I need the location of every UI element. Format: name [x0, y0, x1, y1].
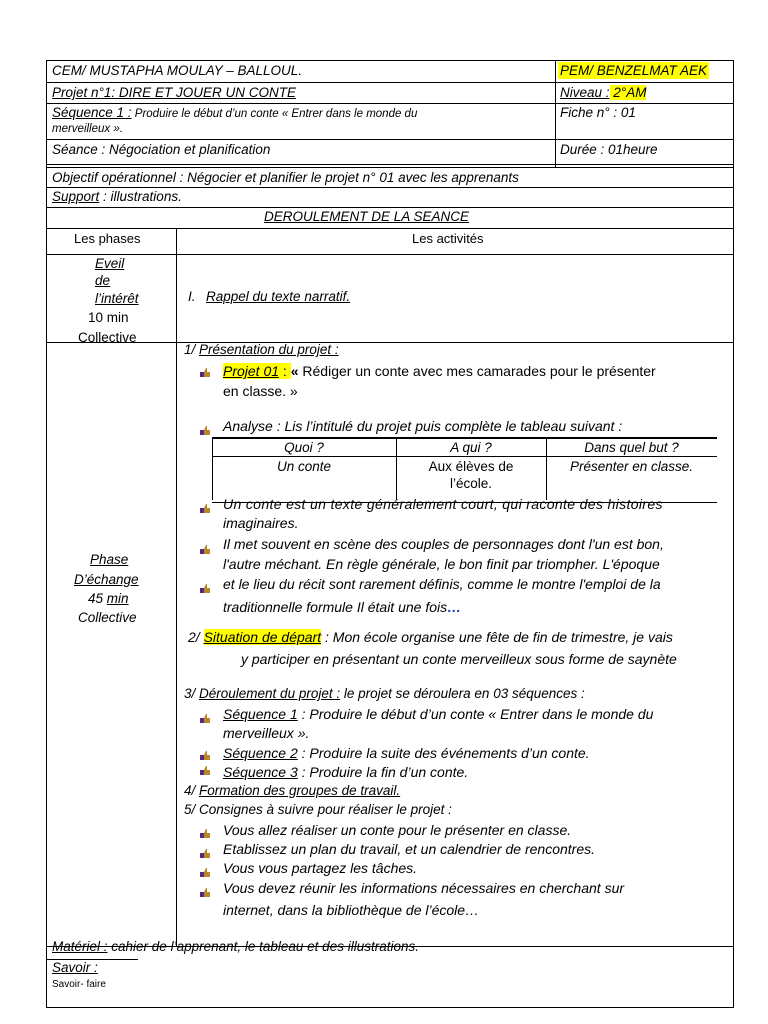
projet-colon: : [279, 363, 291, 379]
formation-label: Formation des groupes de travail. [199, 783, 401, 798]
pointing-hand-bullet-icon [200, 503, 211, 514]
presentation-title: Présentation [199, 342, 275, 357]
projet-text-cont: en classe. » [223, 383, 298, 399]
rule [555, 60, 556, 167]
school-name: CEM/ MUSTAPHA MOULAY – BALLOUL. [52, 63, 303, 78]
seq3-text: : Produire la fin d’un conte. [297, 764, 469, 780]
niveau-value: 2°AM [609, 85, 647, 100]
conte-line-5: et le lieu du récit sont rarement définis, comme le montre l'emploi de la [223, 576, 661, 592]
support-label: Support [52, 189, 100, 204]
activity1-num: I. [188, 289, 196, 304]
conte-line-3: Il met souvent en scène des couples de personnages dont l'un est bon, [223, 536, 664, 552]
presentation-rest: du projet : [274, 342, 339, 357]
seq2-text: : Produire la suite des événements d’un conte. [297, 745, 590, 761]
seq1-line [223, 704, 653, 724]
projet-label: Projet 01 [223, 363, 280, 379]
pointing-hand-bullet-icon [200, 828, 211, 839]
presentation-heading [184, 341, 339, 358]
phase1-de: de [95, 273, 111, 288]
pointing-hand-bullet-icon [200, 583, 211, 594]
table-cell-but: Présenter en classe. [569, 459, 694, 474]
pointing-hand-bullet-icon [200, 848, 211, 859]
pointing-hand-bullet-icon [200, 887, 211, 898]
analyse-instruction: Analyse : Lis l’intitulé du projet puis complète le tableau suivant : [223, 418, 623, 434]
project-title: Projet n°1: DIRE ET JOUER UN CONTE [52, 85, 296, 100]
materiel-line [52, 938, 419, 955]
fiche-number: Fiche n° : 01 [560, 105, 636, 120]
consigne-4-cont: internet, dans la bibliothèque de l’école… [223, 902, 480, 918]
rule [46, 82, 734, 83]
seq1-text: : Produire le début d’un conte « Entrer dans le monde du [297, 706, 654, 722]
phase2-phase: Phase [90, 552, 129, 567]
rule [46, 342, 734, 343]
consigne-3: Vous vous partagez les tâches. [223, 860, 418, 876]
conte-line-2: imaginaires. [223, 515, 299, 531]
consigne-1: Vous allez réaliser un conte pour le présenter en classe. [223, 822, 572, 838]
conte-formula: traditionnelle formule Il était une fois [223, 599, 448, 615]
niveau-field [560, 84, 646, 101]
situation-text: : Mon école organise une fête de fin de trimestre, je vais [321, 629, 673, 645]
presentation-num: 1/ [184, 342, 196, 357]
table-header-but: Dans quel but ? [584, 440, 679, 455]
pointing-hand-bullet-icon [200, 367, 211, 378]
rule [46, 139, 734, 140]
conte-line-6 [223, 597, 461, 617]
consignes-heading: 5/ Consignes à suivre pour réaliser le projet : [184, 802, 452, 817]
conte-line-1: Un conte est un texte généralement court, qui raconte des histoires [223, 496, 663, 512]
consigne-2: Etablissez un plan du travail, et un calendrier de rencontres. [223, 841, 595, 857]
sequence-label: Séquence 1 : [52, 105, 132, 120]
conte-line-4: l'autre méchant. En règle générale, le bon finit par triompher. L'époque [223, 556, 660, 572]
phase2-duration-num: 45 [88, 591, 104, 606]
phase1-duration: 10 min [88, 310, 129, 325]
projet-quote: « [290, 363, 303, 379]
table-cell-a-qui: Aux élèves de [428, 459, 514, 474]
niveau-label: Niveau : [560, 85, 610, 100]
savoir-faire-label: Savoir- faire [52, 979, 106, 990]
situation-num: 2/ [188, 629, 204, 645]
sequence-text-cont: merveilleux ». [52, 123, 123, 135]
deroulement-text: le projet se déroulera en 03 séquences : [340, 686, 585, 701]
column-header-phases: Les phases [74, 231, 141, 246]
pointing-hand-bullet-icon [200, 750, 211, 761]
teacher-name: PEM/ BENZELMAT AEK [560, 63, 708, 78]
savoir-label: Savoir : [52, 960, 98, 975]
pointing-hand-bullet-icon [200, 544, 211, 555]
rule [212, 456, 717, 457]
materiel-text: cahier de l’apprenant, le tableau et des illustrations. [107, 939, 419, 954]
pointing-hand-bullet-icon [200, 867, 211, 878]
seq2-label: Séquence 2 [223, 745, 298, 761]
projet-text: Rédiger un conte avec mes camarades pour le présenter [302, 363, 656, 379]
seq3-line [223, 762, 468, 782]
pointing-hand-bullet-icon [200, 765, 211, 776]
sequence-text: Produire le début d’un conte « Entrer dans le monde du [131, 108, 418, 120]
seq3-label: Séquence 3 [223, 764, 298, 780]
seq2-line [223, 743, 590, 763]
consigne-4: Vous devez réunir les informations nécessaires en cherchant sur [223, 880, 625, 896]
rule [46, 164, 734, 165]
activity1-rappel: Rappel du texte narratif. [206, 289, 351, 304]
situation-label: Situation de départ [203, 629, 322, 645]
objectif: Objectif opérationnel : Négocier et planifier le projet n° 01 avec les apprenants [52, 170, 519, 185]
support-line [52, 188, 182, 205]
phase-column-divider [176, 228, 177, 946]
deroulement-title: DEROULEMENT DE LA SEANCE [264, 209, 470, 224]
deroulement-num: 3/ [184, 686, 200, 701]
seance-title: Séance : Négociation et planification [52, 142, 271, 157]
table-header-a-qui: A qui ? [450, 440, 492, 455]
formation-num: 4/ [184, 783, 200, 798]
materiel-label: Matériel : [52, 939, 108, 954]
deroulement-line [184, 685, 585, 702]
duree: Durée : 01heure [560, 142, 658, 157]
phase1-eveil: Eveil [95, 256, 125, 271]
phase1-mode: Collective [78, 330, 137, 345]
phase1-interet: l’intérêt [95, 291, 139, 306]
phase2-duration [88, 590, 129, 607]
phase2-mode: Collective [78, 610, 137, 625]
projet-line [223, 361, 656, 381]
rule [46, 254, 734, 255]
conte-ellipsis: … [447, 599, 462, 615]
table-cell-a-qui-cont: l’école. [449, 476, 493, 491]
seq1-label: Séquence 1 [223, 706, 298, 722]
pointing-hand-bullet-icon [200, 425, 211, 436]
phase2-duration-unit: min [106, 591, 129, 606]
column-header-activites: Les activités [412, 231, 484, 246]
rule [46, 228, 734, 229]
deroulement-label: Déroulement du projet : [199, 686, 341, 701]
situation-text-cont: y participer en présentant un conte merveilleux sous forme de saynète [241, 651, 677, 667]
phase2-echange: D’échange [74, 572, 139, 587]
rule [46, 167, 734, 168]
situation-line [188, 627, 673, 647]
table-header-quoi: Quoi ? [284, 440, 324, 455]
support-text: : illustrations. [99, 189, 182, 204]
formation-line [184, 782, 400, 799]
pointing-hand-bullet-icon [200, 713, 211, 724]
table-cell-quoi: Un conte [276, 459, 332, 474]
seq1-text-cont: merveilleux ». [223, 725, 310, 741]
